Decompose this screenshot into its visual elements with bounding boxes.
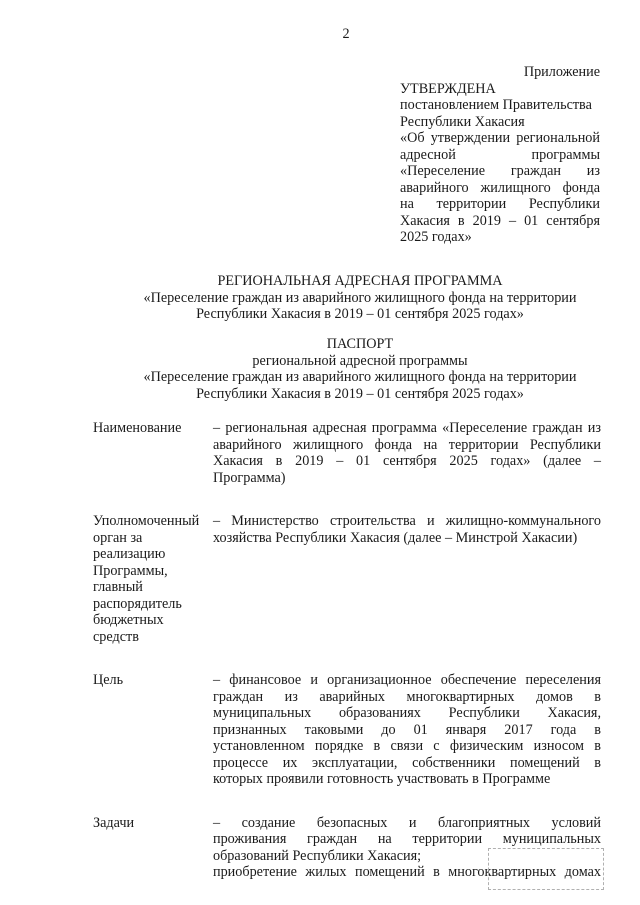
approval-line: «Об утверждении региональной [400,130,600,146]
passport-title [120,336,600,402]
row-value-line: приобретение жилых помещений в многоквартирных домах [213,864,601,880]
approval-block [400,64,600,246]
row-value-line: которых проявили готовность участвовать в Программе [213,771,551,787]
approval-line: аварийного жилищного фонда [400,179,600,196]
row-value-line: установленном порядке в связи с физическим износом в [213,738,601,754]
row-value [213,672,601,788]
row-label [93,672,213,788]
passport-title-line: ПАСПОРТ [326,336,394,352]
row-value-line: – Министерство строительства и жилищно-коммунального [213,513,601,529]
approval-line: на территории Республики [400,196,600,212]
passport-row-goal [93,672,601,788]
program-title-line: Республики Хакасия в 2019 – 01 сентября 2025 годах» [196,306,524,322]
row-value-line: признанных таковыми до 01 января 2017 года в [213,721,601,738]
row-label [93,513,213,645]
row-label-line: средств [93,628,139,645]
approval-line: Хакасия в 2019 – 01 сентября [400,212,600,229]
approved-label: УТВЕРЖДЕНА [400,80,496,97]
row-label-line: главный [93,579,143,595]
row-value-line: проживания граждан на территории муниципальных [213,831,601,847]
row-label-line: Наименование [93,420,182,436]
program-title [120,273,600,323]
row-label-line: бюджетных [93,612,164,628]
row-label-line: распорядитель [93,595,182,612]
passport-row-name [93,420,601,486]
approval-line: «Переселение граждан из [400,163,600,179]
row-label-line: Задачи [93,814,135,831]
row-value-line: Хакасия в 2019 – 01 сентября 2025 годах» (далее – [213,453,601,469]
approval-line: адресной программы [400,146,600,163]
passport-title-line: Республики Хакасия в 2019 – 01 сентября 2025 годах» [196,385,524,402]
row-value-line: – создание безопасных и благоприятных условий [213,814,601,831]
row-value-line: муниципальных образованиях Республики Хакасия, [213,705,601,721]
passport-title-line: «Переселение граждан из аварийного жилищного фонда на территории [143,369,577,385]
approval-text [400,97,600,246]
registration-stamp [488,848,604,890]
row-label [93,420,213,486]
annex-label: Приложение [523,64,600,80]
row-value-line: – региональная адресная программа «Переселение граждан из [213,420,601,436]
passport-title-line: региональной адресной программы [252,352,468,369]
approval-line: 2025 годах» [400,229,472,245]
row-value-line: процессе их эксплуатации, собственники помещений в [213,754,601,771]
approval-line: Республики Хакасия [400,113,525,130]
row-label-line: орган за [93,529,143,546]
row-value [213,420,601,486]
row-value-line: Программа) [213,469,286,486]
row-label-line: Цель [93,672,124,688]
approval-line: постановлением Правительства [400,97,592,113]
row-label-line: Программы, [93,562,168,579]
row-label [93,815,213,881]
row-label-line: реализацию [93,546,166,562]
row-value-line: – финансовое и организационное обеспечение переселения [213,672,601,688]
row-value-line: граждан из аварийных многоквартирных домов в [213,688,601,705]
page-number: 2 [342,26,350,42]
row-value-line: хозяйства Республики Хакасия (далее – Минстрой Хакасии) [213,529,578,546]
passport-table [93,420,601,881]
row-value [213,513,601,645]
program-title-line: РЕГИОНАЛЬНАЯ АДРЕСНАЯ ПРОГРАММА [217,273,503,289]
passport-row-authority [93,513,601,645]
row-label-line: Уполномоченный [93,513,200,529]
row-value-line: аварийного жилищного фонда на территории Республики [213,436,601,453]
row-value-line: образований Республики Хакасия; [213,847,422,864]
program-title-line: «Переселение граждан из аварийного жилищного фонда на территории [143,289,577,306]
